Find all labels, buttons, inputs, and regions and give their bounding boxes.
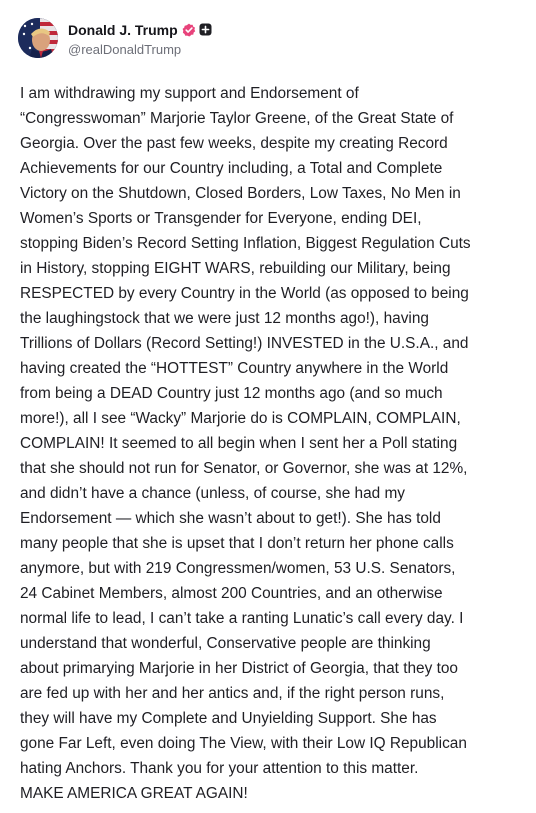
name-row [68,20,212,40]
post-header [18,16,212,60]
post-body-text: I am withdrawing my support and Endorsement of “Congresswoman” Marjorie Taylor Greene, of the Great State of Georgia. Over the past few weeks, despite my creating Record Achievements for our Country including, a Total and Complete Victory on the Shutdown, Closed Borders, Low Taxes, No Men in Women’s Sports or Transgender for Everyone, ending DEI, stopping Biden’s Record Setting Inflation, Biggest Regulation Cuts in History, stopping EIGHT WARS, rebuilding our Military, being RESPECTED by every Country in the World (as opposed to being the laughingstock that we were just 12 months ago!), having Trillions of Dollars (Record Setting!) INVESTED in the U.S.A., and having created the “HOTTEST” Country anywhere in the World from being a DEAD Country just 12 months ago (and so much more!), all I see “Wacky” Marjorie do is COMPLAIN, COMPLAIN, COMPLAIN! It seemed to all begin when I sent her a Poll stating that she should not run for Senator, or Governor, she was at 12%, and didn’t have a chance (unless, of course, she had my Endorsement — which she wasn’t about to get!). She has told many people that she is upset that I don’t return her phone calls anymore, but with 219 Congressmen/women, 53 U.S. Senators, 24 Cabinet Members, almost 200 Countries, and an otherwise normal life to lead, I can’t take a ranting Lunatic’s call every day. I understand that wonderful, Conservative people are thinking about primarying Marjorie in her District of Georgia, that they too are fed up with her and her antics and, if the right person runs, they will have my Complete and Unyielding Support. She has gone Far Left, even doing The View, with their Low IQ Republican hating Anchors. Thank you for your attention to this matter. MAKE AMERICA GREAT AGAIN! [20,85,471,802]
avatar-image [18,18,58,58]
verified-badge-icon [182,23,196,37]
plus-badge-icon [199,23,212,36]
author-handle[interactable]: @realDonaldTrump [68,41,182,57]
author-block [68,20,212,57]
avatar[interactable] [18,18,58,58]
display-name[interactable]: Donald J. Trump [68,21,178,38]
